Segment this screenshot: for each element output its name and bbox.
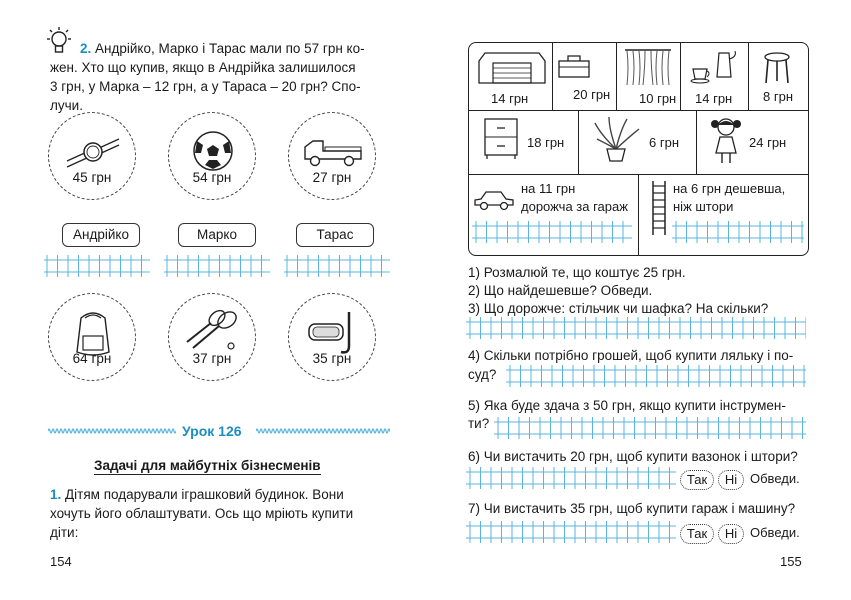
price-label: 35 грн bbox=[312, 351, 352, 366]
price-label: 14 грн bbox=[695, 91, 733, 106]
name-tag-marko[interactable]: Марко bbox=[178, 223, 256, 247]
car-line2: дорожча за гараж bbox=[521, 199, 628, 214]
cell-flowerpot[interactable] bbox=[579, 111, 697, 175]
cell-curtains[interactable] bbox=[617, 43, 681, 111]
yes-option-q7[interactable]: Так bbox=[680, 524, 714, 544]
stool-icon bbox=[763, 51, 791, 85]
tea-set-icon bbox=[689, 47, 743, 87]
question-7: 7) Чи вистачить 35 грн, щоб купити гараж і машину? bbox=[468, 501, 796, 516]
item-diving-mask[interactable] bbox=[288, 293, 376, 381]
answer-grid-ladder[interactable] bbox=[672, 220, 804, 244]
answer-grid-car[interactable] bbox=[472, 220, 632, 244]
task1-line1-wrap bbox=[50, 485, 344, 504]
price-label: 24 грн bbox=[749, 135, 787, 150]
cell-cabinet[interactable] bbox=[469, 111, 579, 175]
question-2: 2) Що найдешевше? Обведи. bbox=[468, 283, 653, 298]
item-truck[interactable] bbox=[288, 112, 376, 200]
task2-line2: жен. Хто що купив, якщо в Андрійка залишилося bbox=[50, 60, 356, 75]
task1-line2: хочуть його облаштувати. Ось що мріють купити bbox=[50, 506, 354, 521]
lesson-subtitle: Задачі для майбутніх бізнесменів bbox=[94, 458, 321, 473]
task2-number: 2. bbox=[80, 41, 92, 56]
lesson-title: Урок 126 bbox=[182, 423, 242, 439]
price-label: 14 грн bbox=[491, 91, 529, 106]
answer-grid-q3[interactable] bbox=[466, 316, 806, 340]
ladder-icon bbox=[649, 179, 669, 237]
question-5-line1: 5) Яка буде здача з 50 грн, якщо купити інструмен- bbox=[468, 398, 786, 413]
car-icon bbox=[473, 189, 515, 213]
cell-tea-set[interactable] bbox=[681, 43, 749, 111]
question-6: 6) Чи вистачить 20 грн, щоб купити вазонок і штори? bbox=[468, 449, 798, 464]
task2-line4: лучи. bbox=[50, 98, 83, 113]
car-line1: на 11 грн bbox=[521, 181, 576, 196]
curtains-icon bbox=[623, 47, 673, 87]
page-number-right: 155 bbox=[780, 554, 802, 569]
name-tag-andriyko[interactable]: Андрійко bbox=[62, 223, 140, 247]
cell-garage[interactable] bbox=[469, 43, 553, 111]
item-watch[interactable] bbox=[48, 112, 136, 200]
answer-grid-q6[interactable] bbox=[466, 466, 676, 490]
wavy-divider bbox=[48, 427, 176, 435]
cell-toolbox[interactable] bbox=[553, 43, 617, 111]
no-option-q6[interactable]: Ні bbox=[718, 470, 744, 490]
price-label: 18 грн bbox=[527, 135, 565, 150]
cell-doll[interactable] bbox=[697, 111, 809, 175]
price-label: 10 грн bbox=[639, 91, 677, 106]
cabinet-icon bbox=[481, 117, 521, 161]
price-label: 27 грн bbox=[312, 170, 352, 185]
question-4-line2: суд? bbox=[468, 367, 497, 382]
yes-option-q6[interactable]: Так bbox=[680, 470, 714, 490]
price-label: 45 грн bbox=[72, 170, 112, 185]
question-4-line1: 4) Скільки потрібно грошей, щоб купити ляльку і по- bbox=[468, 348, 794, 363]
circle-instruction-q6: Обведи. bbox=[750, 471, 800, 486]
task1-line1: Дітям подарували іграшковий будинок. Вони bbox=[65, 487, 344, 502]
name-tag-taras[interactable]: Тарас bbox=[296, 223, 374, 247]
circle-instruction-q7: Обведи. bbox=[750, 525, 800, 540]
answer-grid-q7[interactable] bbox=[466, 520, 676, 544]
item-ball[interactable] bbox=[168, 112, 256, 200]
task1-line3: діти: bbox=[50, 525, 79, 540]
task2-line3: 3 грн, у Марка – 12 грн, а у Тараса – 20 грн? Спо- bbox=[50, 79, 361, 94]
price-label: 54 грн bbox=[192, 170, 232, 185]
price-label: 20 грн bbox=[573, 87, 611, 102]
ladder-line1: на 6 грн дешевша, bbox=[673, 181, 786, 196]
task1-number: 1. bbox=[50, 487, 62, 502]
question-1: 1) Розмалюй те, що коштує 25 грн. bbox=[468, 265, 686, 280]
wavy-divider bbox=[256, 427, 390, 435]
doll-icon bbox=[709, 115, 743, 167]
question-3: 3) Що дорожче: стільчик чи шафка? На скільки? bbox=[468, 301, 769, 316]
page-number-left: 154 bbox=[50, 554, 72, 569]
garage-icon bbox=[477, 49, 547, 85]
ladder-line2: ніж штори bbox=[673, 199, 734, 214]
answer-grid-q4[interactable] bbox=[506, 364, 806, 388]
item-racket[interactable] bbox=[168, 293, 256, 381]
answer-grid[interactable] bbox=[44, 254, 394, 284]
price-label: 37 грн bbox=[192, 351, 232, 366]
item-backpack[interactable] bbox=[48, 293, 136, 381]
answer-grid-q5[interactable] bbox=[494, 416, 806, 440]
question-5-line2: ти? bbox=[468, 416, 490, 431]
flowerpot-icon bbox=[591, 115, 641, 165]
task2-text bbox=[80, 39, 410, 58]
task2-line1: Андрійко, Марко і Тарас мали по 57 грн ко- bbox=[95, 41, 365, 56]
no-option-q7[interactable]: Ні bbox=[718, 524, 744, 544]
toolbox-icon bbox=[557, 51, 591, 81]
price-label: 6 грн bbox=[649, 135, 679, 150]
cell-stool[interactable] bbox=[749, 43, 809, 111]
price-label: 64 грн bbox=[72, 351, 112, 366]
lightbulb-icon bbox=[44, 26, 74, 58]
price-label: 8 грн bbox=[763, 89, 793, 104]
